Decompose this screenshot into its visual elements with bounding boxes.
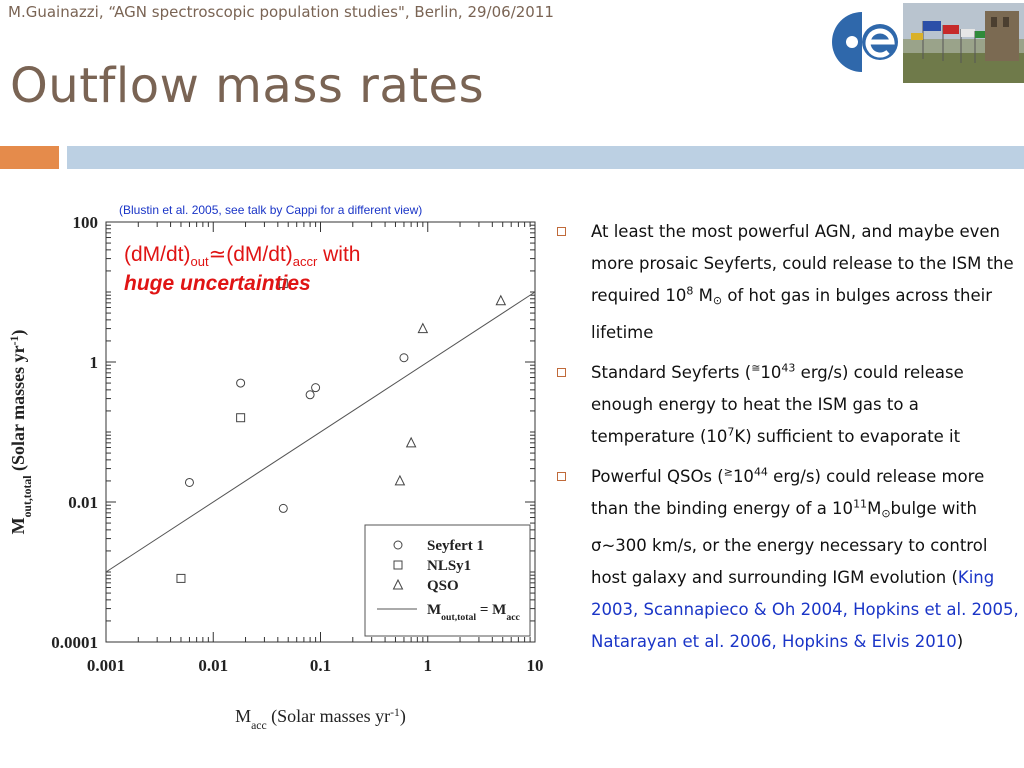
x-tick-label: 0.001 (86, 656, 126, 675)
bullet-text: bulge with σ~300 km/s, or the energy necessary to control host galaxy and surrounding IGM evolution ( (591, 499, 988, 587)
figure-caption: (Blustin et al. 2005, see talk by Cappi for a different view) (119, 203, 423, 217)
bullet-text: ) (956, 632, 964, 651)
bullet-sup: 7 (727, 425, 735, 439)
slide-title: Outflow mass rates (10, 58, 485, 114)
triangle-data-point (407, 438, 416, 447)
bullet-item (555, 461, 1020, 658)
relation-annotation (124, 242, 360, 269)
bullet-text: of hot gas in bulges across their lifetime (591, 286, 993, 342)
circle-data-point (237, 379, 245, 387)
solar-symbol: ⊙ (712, 294, 723, 307)
geq-symbol: ≥ (723, 465, 733, 479)
bullet-text: 10 (760, 363, 782, 382)
relation-rhs-sub: accr (292, 254, 318, 270)
bullet-text: Standard Seyferts ( (591, 363, 752, 382)
bullet-list (555, 216, 1020, 666)
bullet-text: At least the most powerful AGN, and maybe even more prosaic Seyferts, could release to the ISM the required 10 (591, 222, 1014, 305)
y-tick-label: 0.01 (68, 493, 98, 512)
legend-label: Seyfert 1 (427, 538, 485, 554)
x-tick-label: 0.01 (198, 656, 229, 675)
bullet-sup: 44 (753, 465, 768, 479)
y-tick-label: 1 (89, 353, 98, 372)
circle-data-point (185, 478, 193, 486)
x-tick-label: 0.1 (309, 656, 332, 675)
bullet-square-icon (557, 368, 566, 377)
square-data-point (237, 414, 245, 422)
relation-approx: ≃ (208, 243, 227, 266)
bullet-text: Powerful QSOs ( (591, 467, 724, 486)
x-tick-label: 1 (423, 656, 432, 675)
relation-lhs: (dM/dt) (124, 243, 191, 266)
reference-link[interactable]: King 2003, (591, 568, 995, 619)
reference-link[interactable]: Hopkins & Elvis 2010 (782, 632, 957, 651)
bullet-square-icon (557, 227, 566, 236)
triangle-data-point (418, 324, 427, 333)
reference-link[interactable]: Natarayan et al. 2006, (591, 632, 777, 651)
square-data-point (177, 574, 185, 582)
bullet-sup: 43 (781, 361, 796, 375)
legend-label: NLSy1 (427, 558, 472, 574)
solar-symbol: ⊙ (881, 507, 891, 520)
circle-data-point (312, 384, 320, 392)
x-tick-label: 10 (526, 656, 544, 675)
relation-lhs-sub: out (190, 254, 209, 270)
y-tick-label: 100 (72, 213, 98, 232)
bullet-text: K) sufficient to evaporate it (734, 427, 961, 446)
bullet-text: erg/s) could release enough energy to heat the ISM gas to a temperature (10 (591, 363, 964, 446)
reference-link[interactable]: Scannapieco & Oh 2004, (643, 600, 848, 619)
flags-photo (903, 3, 1024, 83)
uncertainty-annotation: huge uncertainties (124, 272, 311, 295)
triangle-data-point (395, 476, 404, 485)
legend-label: QSO (427, 578, 459, 594)
circle-data-point (400, 354, 408, 362)
esa-logo (822, 6, 900, 78)
relation-with: with (317, 243, 361, 266)
bullet-item (555, 216, 1020, 349)
relation-rhs: (dM/dt) (226, 243, 293, 266)
triangle-data-point (496, 296, 505, 305)
bullet-item (555, 357, 1020, 453)
bullet-sup: 11 (853, 497, 868, 511)
reference-link[interactable]: Hopkins et al. 2005, (853, 600, 1019, 619)
bullet-text: 10 (732, 467, 754, 486)
bullet-text: M (867, 499, 882, 518)
bullet-text: erg/s) could release more than the binding energy of a 10 (591, 467, 985, 518)
circle-data-point (306, 391, 314, 399)
approx-symbol: ≅ (751, 361, 761, 375)
legend-label: $M_{out,total} = M_{acc}$ (427, 602, 520, 623)
slide-header: M.Guainazzi, “AGN spectroscopic population studies", Berlin, 29/06/2011 (8, 3, 554, 21)
bullet-square-icon (557, 472, 566, 481)
circle-data-point (279, 504, 287, 512)
bullet-sup: 8 (686, 284, 694, 298)
y-axis-label: $M_{out,total}$ (Solar masses $yr^{-1}$) (7, 329, 34, 535)
y-tick-label: 0.0001 (51, 633, 98, 652)
accent-bar-blue (67, 146, 1024, 169)
x-axis-label: $M_{acc}$ (Solar masses $yr^{-1}$) (235, 705, 406, 732)
bullet-text: M (693, 286, 713, 305)
accent-bar-orange (0, 146, 59, 169)
